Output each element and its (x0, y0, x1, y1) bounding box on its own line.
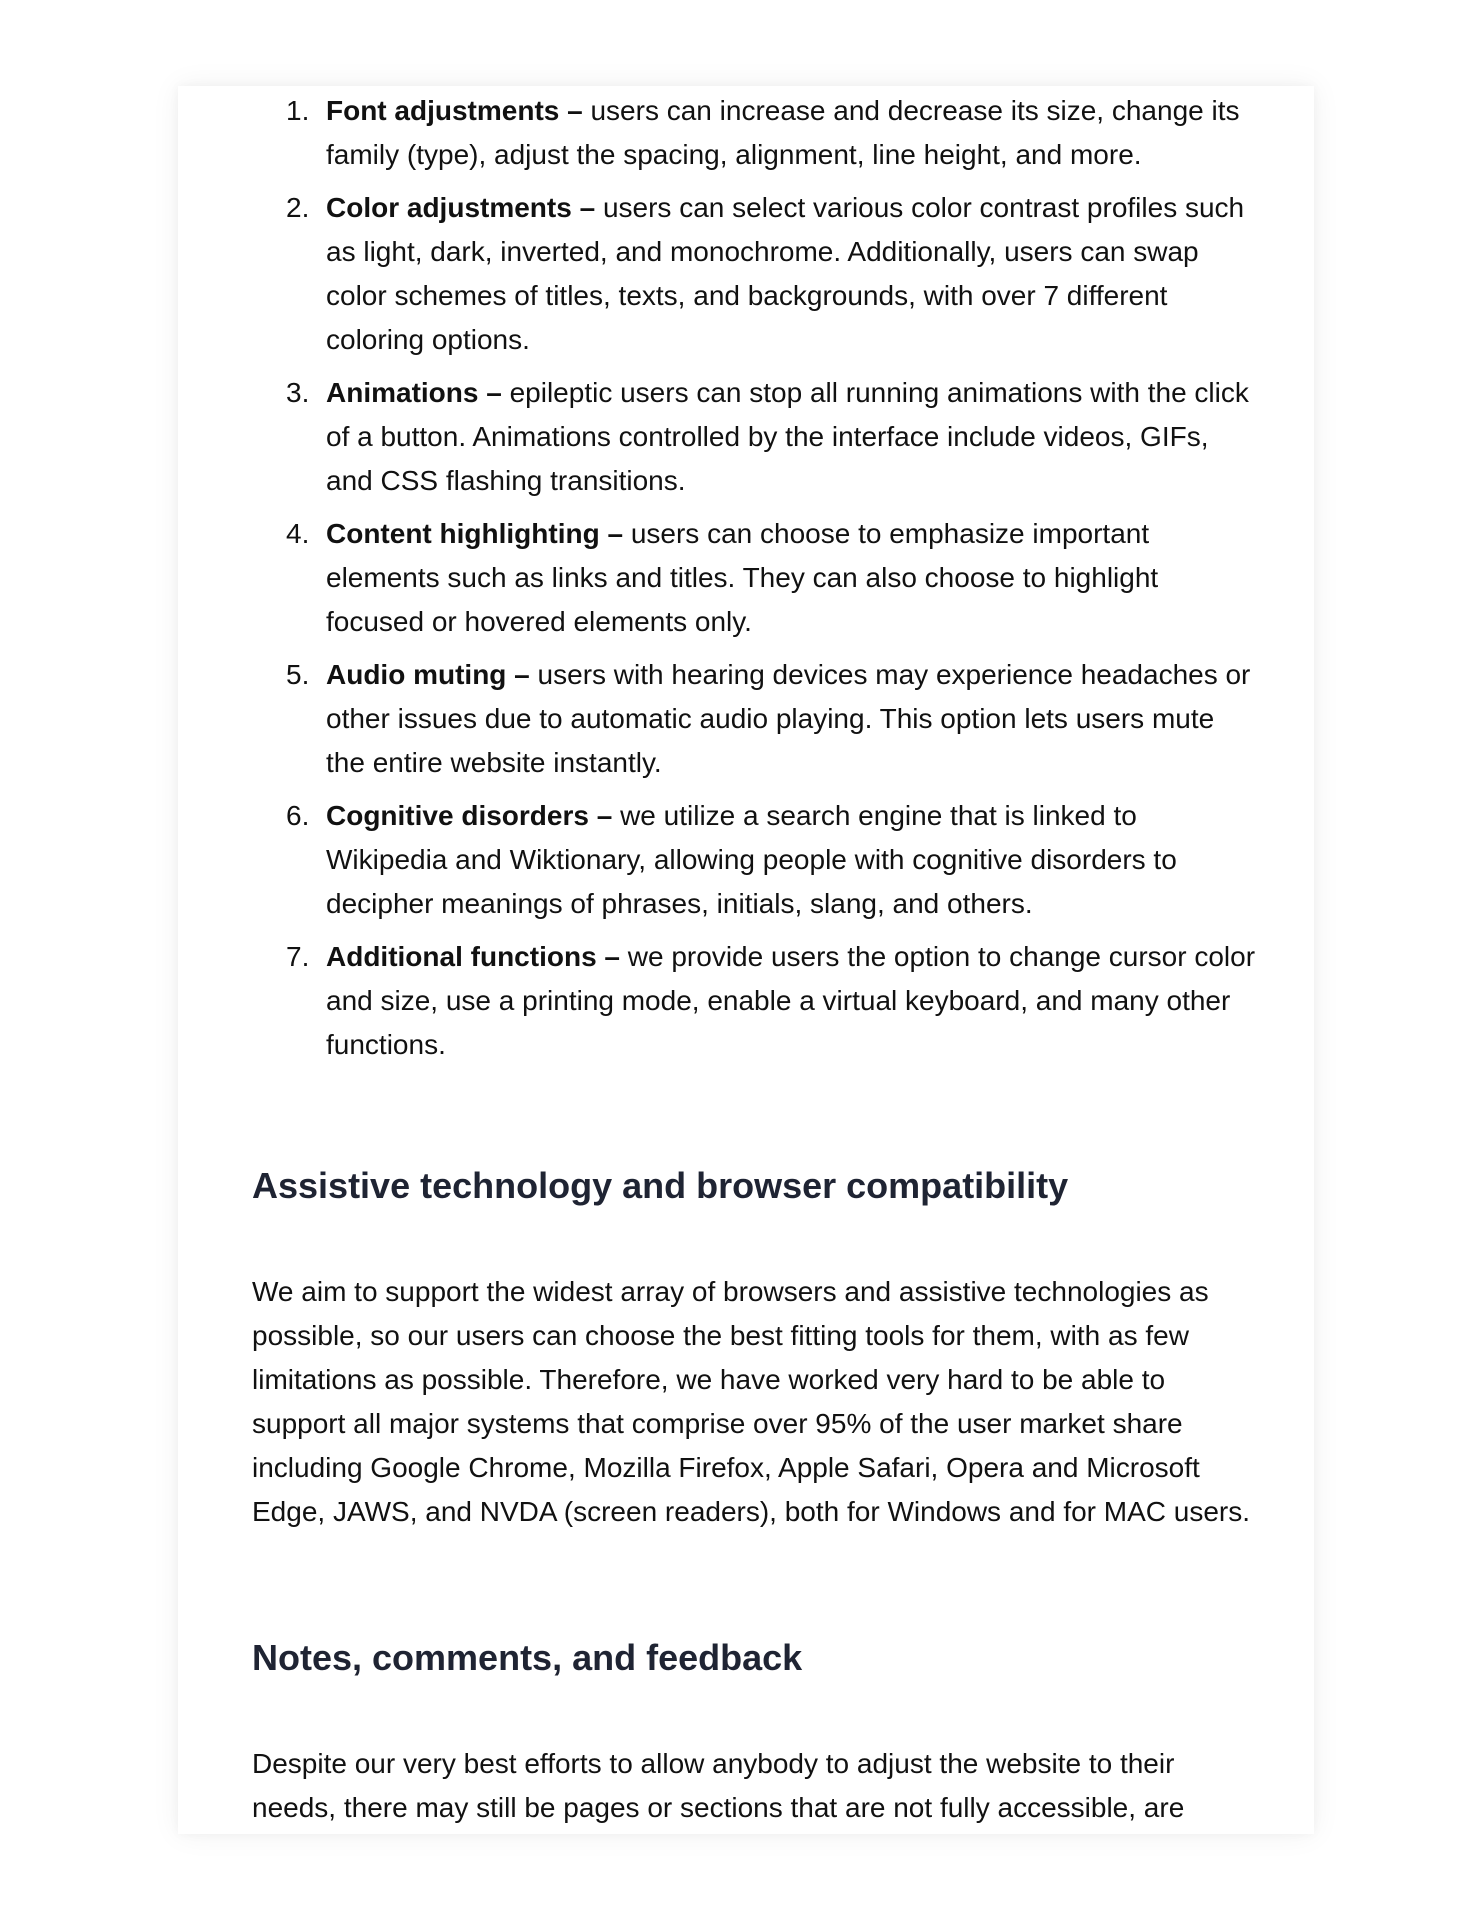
list-item-text: we provide users the option to change cursor color and size, use a printing mode, enable a virtual keyboard, and many other functions. (326, 941, 1256, 1060)
list-item-number: 3. (286, 377, 310, 408)
list-item-term: Additional functions – (326, 941, 620, 972)
list-item-term: Animations – (326, 377, 502, 408)
list-item-text: we utilize a search engine that is linked to Wikipedia and Wiktionary, allowing people with cognitive disorders to decipher meanings of phrases, initials, slang, and others. (326, 800, 1177, 919)
list-item-text: users can choose to emphasize important elements such as links and titles. They can also choose to highlight focused or hovered elements only. (326, 518, 1159, 637)
compatibility-paragraph: We aim to support the widest array of browsers and assistive technologies as possible, so our users can choose the best fitting tools for them, with as few limitations as possible. Therefore, we have worked very hard to be able to support all major systems that comprise over 95% of the user market share including Google Chrome, Mozilla Firefox, Apple Safari, Opera and Microsoft Edge, JAWS, and NVDA (screen readers), both for Windows and for MAC users. (252, 1276, 1251, 1527)
list-item (252, 653, 1256, 785)
list-item-term: Color adjustments – (326, 192, 596, 223)
document-page (178, 86, 1314, 1834)
list-item-number: 6. (286, 800, 310, 831)
notes-heading: Notes, comments, and feedback (252, 1637, 803, 1678)
list-item-term: Cognitive disorders – (326, 800, 613, 831)
document-content (252, 86, 1256, 1823)
list-item-number: 2. (286, 192, 310, 223)
list-item (252, 512, 1256, 644)
list-item-number: 5. (286, 659, 310, 690)
list-item-term: Font adjustments – (326, 95, 583, 126)
compatibility-heading: Assistive technology and browser compatibility (252, 1165, 1069, 1206)
list-item (252, 935, 1256, 1067)
list-item (252, 89, 1256, 177)
list-item-term: Audio muting – (326, 659, 530, 690)
list-item-text: users with hearing devices may experience headaches or other issues due to automatic audio playing. This option lets users mute the entire website instantly. (326, 659, 1251, 778)
list-item-term: Content highlighting – (326, 518, 624, 549)
list-item-number: 4. (286, 518, 310, 549)
list-item-text: users can increase and decrease its size, change its family (type), adjust the spacing, alignment, line height, and more. (326, 95, 1240, 170)
list-item-text: users can select various color contrast profiles such as light, dark, inverted, and monochrome. Additionally, users can swap color schemes of titles, texts, and backgrounds, with over 7 different coloring options. (326, 192, 1245, 355)
list-item (252, 371, 1256, 503)
features-list (252, 89, 1256, 1067)
list-item-text: epileptic users can stop all running animations with the click of a button. Animations controlled by the interface include videos, GIFs, and CSS flashing transitions. (326, 377, 1249, 496)
list-item (252, 794, 1256, 926)
notes-paragraph: Despite our very best efforts to allow anybody to adjust the website to their needs, there may still be pages or sections that are not fully accessible, are (252, 1748, 1185, 1823)
list-item (252, 186, 1256, 362)
list-item-number: 7. (286, 941, 310, 972)
list-item-number: 1. (286, 95, 310, 126)
